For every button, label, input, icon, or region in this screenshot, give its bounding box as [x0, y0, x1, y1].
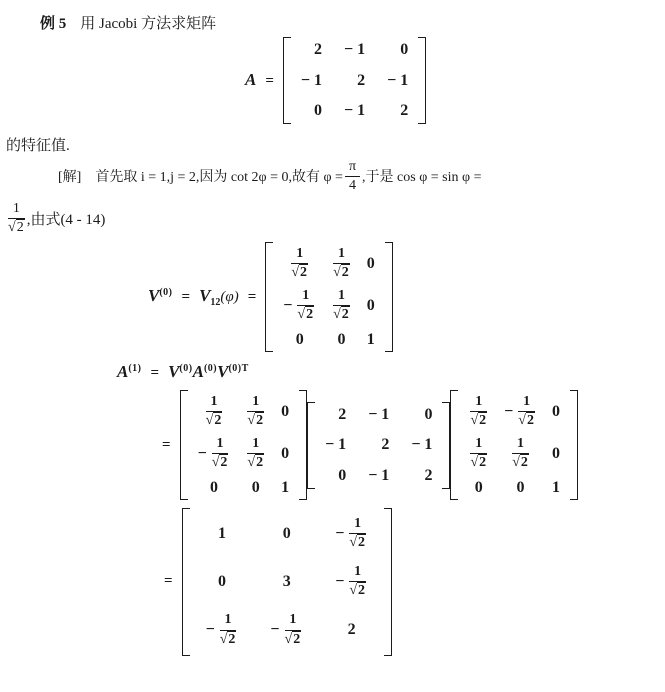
math-cell	[510, 436, 531, 471]
formula-reference-text: ,由式(4 - 14)	[26, 211, 106, 228]
math-cell: 0	[400, 41, 409, 58]
var-V12: V	[199, 286, 211, 306]
fraction: $\frac{1}{√2}$	[297, 288, 314, 323]
math-cell: 0	[251, 478, 260, 496]
math-cell: − 1	[344, 102, 366, 120]
fraction: $\frac{1}{√2}$	[512, 436, 528, 471]
right-bracket	[442, 402, 450, 489]
math-cell: − 1	[325, 436, 347, 454]
math-cell: 2	[400, 102, 409, 120]
math-cell: 2	[338, 405, 347, 423]
math-cell: 1	[366, 330, 375, 348]
left-bracket	[307, 402, 315, 489]
left-bracket	[182, 508, 190, 656]
fraction: $\frac{1}{√2}$	[247, 436, 264, 471]
equation-lhs	[245, 70, 283, 90]
fraction: $\frac{1}{√2}$	[284, 612, 301, 647]
minus-sign: −	[335, 573, 345, 591]
sqrt-fraction-line	[6, 200, 665, 236]
equals-glyph: =	[164, 573, 173, 590]
left-bracket	[283, 37, 291, 124]
equals-sign: =	[181, 289, 191, 306]
math-cell: − 1	[300, 71, 323, 89]
math-cell	[335, 564, 368, 599]
var-A: A	[192, 362, 204, 382]
math-cell: 2	[357, 71, 366, 89]
fraction: $\frac{1}{√2}$	[470, 394, 487, 429]
math-cell	[331, 288, 352, 323]
phi-argument: (φ)	[220, 289, 239, 306]
equation-v0-lhs	[148, 286, 265, 308]
math-cell	[204, 394, 225, 429]
equals-sign: =	[265, 73, 274, 90]
math-cell: 0	[366, 254, 375, 272]
right-bracket	[570, 390, 578, 500]
math-cell: − 1	[387, 71, 409, 89]
math-cell: 2	[424, 466, 433, 484]
minus-sign: −	[335, 524, 345, 542]
fraction: $\frac{1}{√2}$	[518, 394, 534, 429]
fraction: $\frac{1}{√2}$	[333, 246, 349, 281]
math-cell: 0	[281, 402, 290, 420]
equals-sign: =	[247, 289, 257, 306]
math-cell: 1	[281, 478, 290, 496]
superscript-0: (0)	[159, 287, 173, 299]
var-V: V	[168, 362, 180, 382]
equals-glyph: =	[162, 436, 171, 453]
math-cell: 0	[366, 297, 375, 315]
superscript-0: (0)	[203, 363, 218, 375]
subscript-12: 12	[210, 297, 221, 309]
right-bracket	[418, 37, 426, 124]
matrix-A1-result	[182, 508, 392, 656]
math-cell: 0	[281, 445, 290, 463]
fraction: $\frac{1}{√2}$	[291, 246, 308, 281]
matrix-A	[283, 37, 426, 124]
math-cell: − 1	[368, 405, 390, 423]
math-cell: − 1	[411, 436, 433, 454]
math-cell	[343, 159, 362, 194]
fraction: $\frac{1}{√2}$	[205, 394, 222, 429]
var-A1: A	[117, 362, 129, 382]
math-cell	[6, 201, 27, 236]
math-cell: 0	[295, 330, 304, 348]
math-cell	[468, 394, 489, 429]
matrix-A-factor	[307, 402, 450, 489]
solution-text-1: 首先取 i = 1,j = 2,因为 cot 2φ = 0,故有 φ =	[95, 170, 343, 186]
math-cell: 0	[337, 330, 346, 348]
superscript-0T: (0)T	[228, 363, 249, 375]
minus-sign: −	[197, 445, 207, 463]
superscript-1: (1)	[128, 363, 142, 375]
math-cell	[331, 246, 352, 281]
matrix-grid	[275, 242, 383, 352]
equation-v0	[148, 242, 665, 352]
math-cell: 2	[381, 436, 390, 454]
fraction: $\frac{1}{√2}$	[470, 436, 487, 471]
matrix-grid	[192, 508, 382, 656]
math-cell: 0	[209, 478, 218, 496]
math-cell: 0	[424, 405, 433, 423]
math-cell	[245, 436, 266, 471]
fraction: $\frac{\pi}{4}$	[345, 159, 360, 194]
example-heading	[40, 12, 665, 33]
math-cell: − 1	[368, 466, 390, 484]
equation-result	[155, 508, 665, 656]
math-cell: − 1	[344, 41, 366, 58]
left-bracket	[265, 242, 273, 352]
left-bracket	[180, 390, 188, 500]
solution-text-2: ,于是 cos φ = sin φ =	[362, 170, 482, 186]
math-cell	[504, 394, 537, 429]
math-cell	[206, 612, 239, 647]
equation-matrix-a	[245, 37, 665, 124]
math-cell: 3	[282, 573, 291, 591]
var-V: V	[148, 286, 160, 306]
matrix-V0-factor	[180, 390, 308, 500]
matrix-V0T-factor	[450, 390, 578, 500]
math-cell: 0	[551, 402, 560, 420]
matrix-V0	[265, 242, 393, 352]
math-cell: 0	[338, 466, 347, 484]
math-cell	[468, 436, 489, 471]
one-over-sqrt2-fraction	[6, 200, 27, 236]
eigenvalue-text: 的特征值.	[6, 137, 70, 154]
superscript-0: (0)	[179, 363, 193, 375]
math-cell: 0	[516, 478, 525, 496]
math-cell: 0	[474, 478, 483, 496]
right-bracket	[299, 390, 307, 500]
math-cell: 2	[347, 621, 356, 639]
math-cell	[245, 394, 266, 429]
var-A: A	[245, 70, 257, 90]
fraction: $\frac{1}{√2}$	[333, 288, 349, 323]
math-cell	[198, 436, 231, 471]
math-cell	[283, 288, 316, 323]
fraction: $\frac{1}{√2}$	[247, 394, 264, 429]
matrix-grid	[190, 390, 298, 500]
solution-marker: [解]	[58, 170, 82, 186]
example-title: 用 Jacobi 方法求矩阵	[80, 16, 217, 32]
minus-sign: −	[205, 621, 215, 639]
minus-sign: −	[283, 297, 293, 315]
minus-sign: −	[270, 621, 280, 639]
fraction: $\frac{1}{√2}$	[219, 612, 236, 647]
equation-product	[153, 390, 665, 500]
right-bracket	[384, 508, 392, 656]
pi-over-4-fraction	[343, 159, 362, 194]
fraction: $\frac{1}{√2}$	[349, 516, 365, 551]
math-cell: 0	[551, 445, 560, 463]
matrix-grid	[460, 390, 568, 500]
math-cell	[289, 246, 310, 281]
math-cell: 0	[217, 573, 226, 591]
matrix-grid	[317, 402, 440, 489]
right-bracket	[385, 242, 393, 352]
math-cell	[270, 612, 303, 647]
fraction: $\frac{1}{√2}$	[211, 436, 228, 471]
fraction: $\frac{1}{√2}$	[8, 200, 24, 236]
math-cell: 1	[551, 478, 560, 496]
equals-sign	[153, 437, 180, 454]
equation-a1	[117, 362, 665, 382]
math-cell	[335, 516, 368, 551]
math-cell: 0	[314, 102, 323, 120]
var-V: V	[217, 362, 229, 382]
example-label: 例 5	[40, 16, 67, 32]
fraction: $\frac{1}{√2}$	[349, 564, 365, 599]
math-cell: 0	[282, 524, 291, 542]
minus-sign: −	[504, 402, 514, 420]
left-bracket	[450, 390, 458, 500]
math-cell: 2	[314, 41, 323, 58]
equals-sign	[155, 573, 182, 590]
equals-sign: =	[150, 365, 160, 382]
matrix-grid	[293, 37, 416, 124]
page	[0, 12, 665, 656]
solution-line	[58, 159, 665, 194]
math-cell: 1	[217, 524, 226, 542]
